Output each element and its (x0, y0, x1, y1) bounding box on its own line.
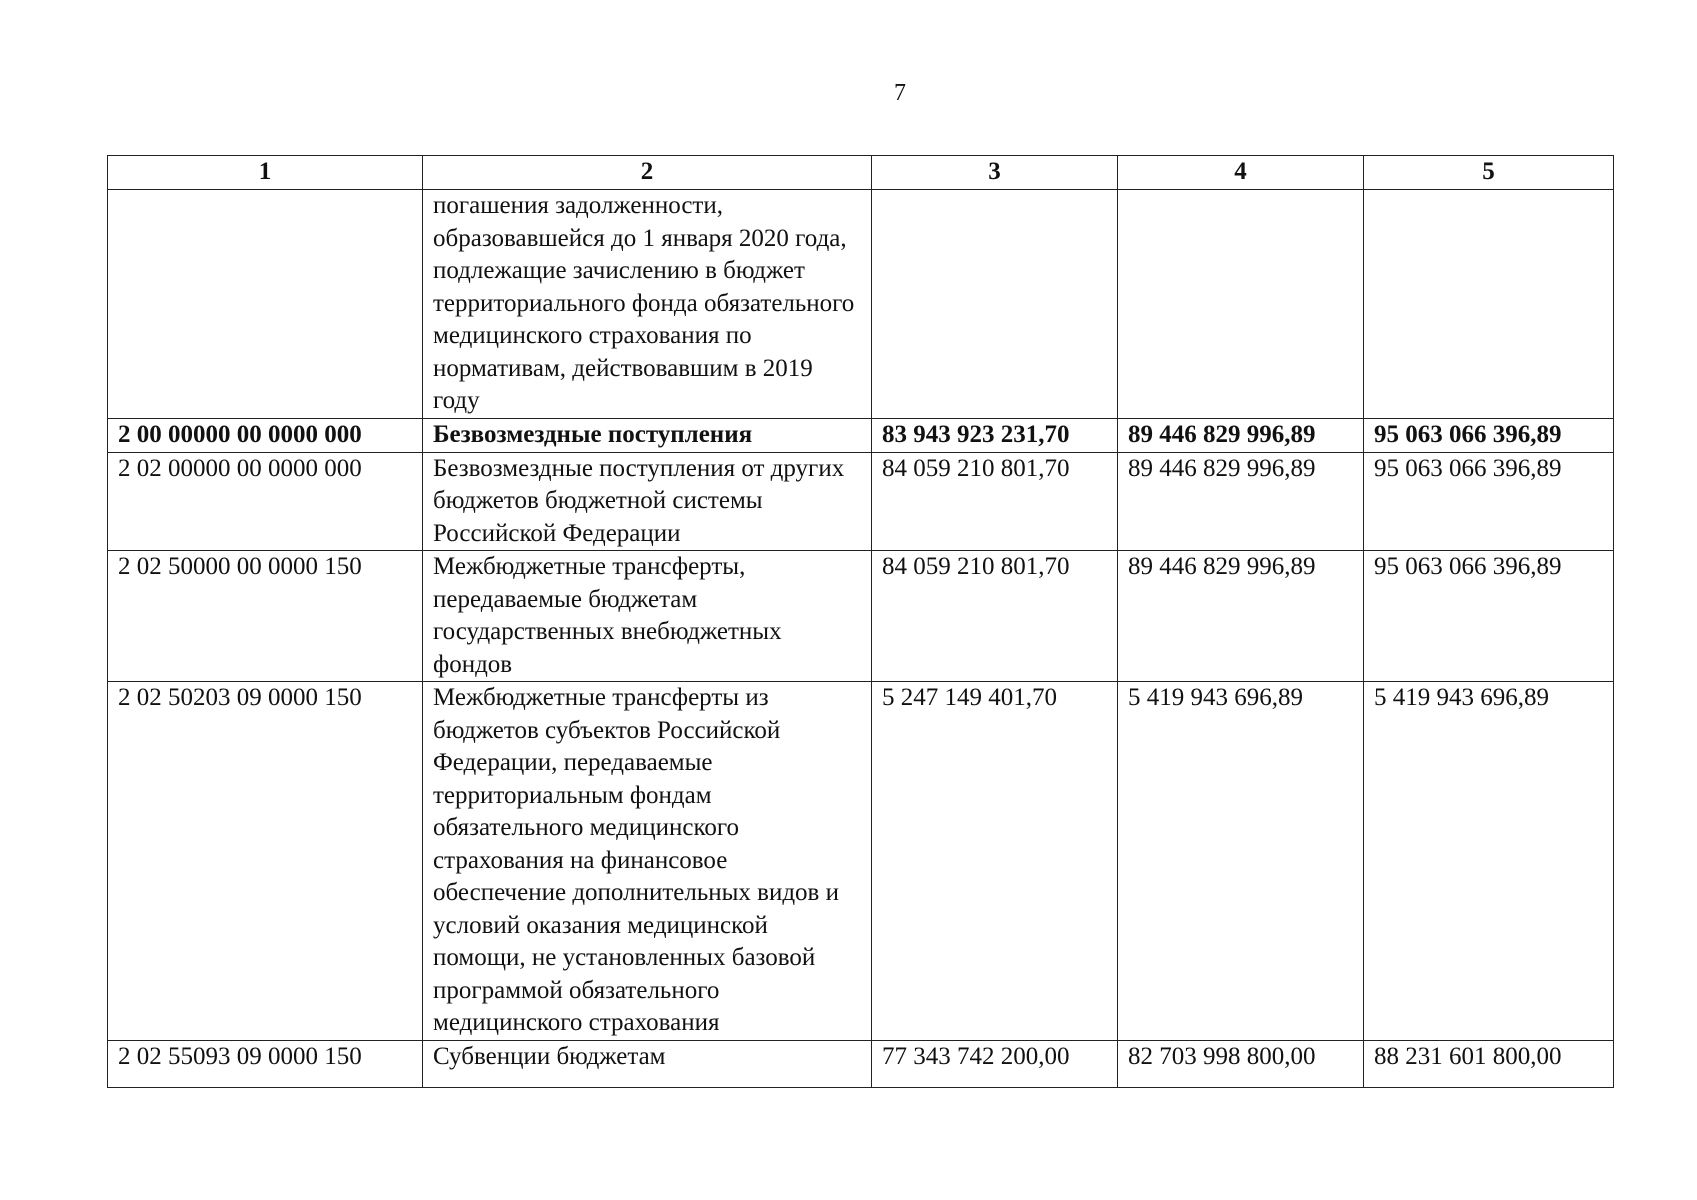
table-row (108, 419, 1614, 453)
row-value-4 (1118, 190, 1364, 419)
row-value-5: 5 419 943 696,89 (1364, 682, 1614, 1041)
header-col-3: 3 (872, 156, 1118, 190)
row-code: 2 02 55093 09 0000 150 (108, 1040, 423, 1087)
row-value-4: 89 446 829 996,89 (1118, 452, 1364, 551)
row-code: 2 02 00000 00 0000 000 (108, 452, 423, 551)
page-number: 7 (894, 80, 906, 106)
table-row (108, 551, 1614, 682)
budget-table (107, 155, 1614, 1088)
table-row (108, 190, 1614, 419)
row-value-4: 89 446 829 996,89 (1118, 419, 1364, 453)
row-value-3 (872, 190, 1118, 419)
row-value-3: 83 943 923 231,70 (872, 419, 1118, 453)
table-row (108, 452, 1614, 551)
table-row (108, 1040, 1614, 1087)
row-value-5: 95 063 066 396,89 (1364, 551, 1614, 682)
header-row (108, 156, 1614, 190)
row-code: 2 00 00000 00 0000 000 (108, 419, 423, 453)
row-code (108, 190, 423, 419)
row-value-3: 84 059 210 801,70 (872, 452, 1118, 551)
row-value-3: 5 247 149 401,70 (872, 682, 1118, 1041)
row-value-3: 77 343 742 200,00 (872, 1040, 1118, 1087)
row-code: 2 02 50203 09 0000 150 (108, 682, 423, 1041)
row-code: 2 02 50000 00 0000 150 (108, 551, 423, 682)
row-name: Безвозмездные поступления (423, 419, 872, 453)
row-name: погашения задолженности, образовавшейся до 1 января 2020 года, подлежащие зачислению в бюджет территориального фонда обязательного медицинского страхования по нормативам, действовавшим в 2019 году (423, 190, 872, 419)
header-col-1: 1 (108, 156, 423, 190)
row-value-5: 95 063 066 396,89 (1364, 419, 1614, 453)
row-value-5: 95 063 066 396,89 (1364, 452, 1614, 551)
row-value-4: 5 419 943 696,89 (1118, 682, 1364, 1041)
row-name: Безвозмездные поступления от других бюджетов бюджетной системы Российской Федерации (423, 452, 872, 551)
row-name: Субвенции бюджетам (423, 1040, 872, 1087)
row-name: Межбюджетные трансферты, передаваемые бюджетам государственных внебюджетных фондов (423, 551, 872, 682)
row-name: Межбюджетные трансферты из бюджетов субъектов Российской Федерации, передаваемые территориальным фондам обязательного медицинского страхования на финансовое обеспечение дополнительных видов и условий оказания медицинской помощи, не установленных базовой программой обязательного медицинского страхования (423, 682, 872, 1041)
row-value-4: 89 446 829 996,89 (1118, 551, 1364, 682)
row-value-5: 88 231 601 800,00 (1364, 1040, 1614, 1087)
header-col-4: 4 (1118, 156, 1364, 190)
header-col-5: 5 (1364, 156, 1614, 190)
header-col-2: 2 (423, 156, 872, 190)
row-value-5 (1364, 190, 1614, 419)
row-value-3: 84 059 210 801,70 (872, 551, 1118, 682)
table-row (108, 682, 1614, 1041)
row-value-4: 82 703 998 800,00 (1118, 1040, 1364, 1087)
